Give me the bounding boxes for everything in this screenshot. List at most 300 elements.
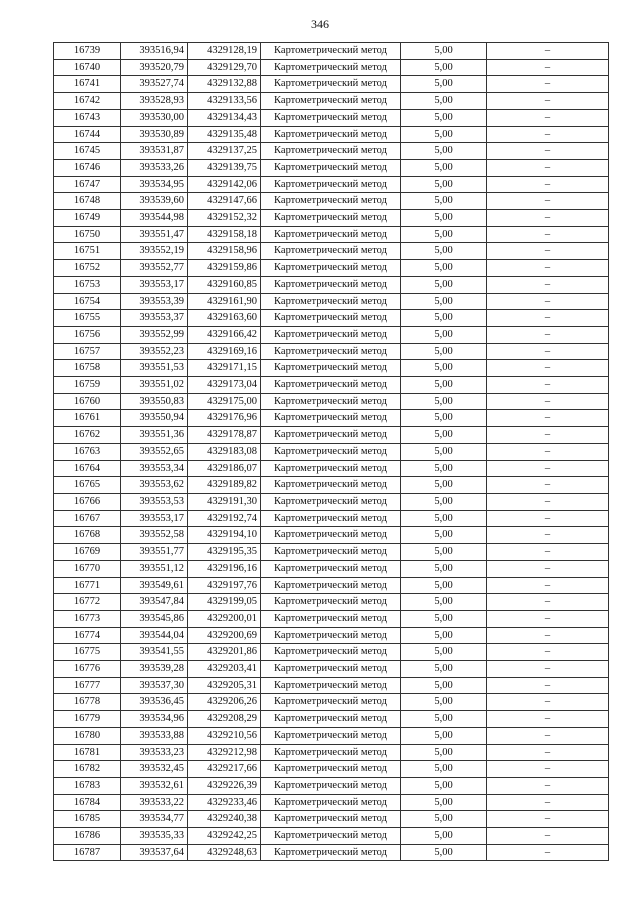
x-coordinate-cell: 393553,17 xyxy=(121,276,188,293)
x-coordinate-cell: 393551,47 xyxy=(121,226,188,243)
x-coordinate-cell: 393535,33 xyxy=(121,828,188,845)
description-cell: – xyxy=(487,727,609,744)
accuracy-cell: 5,00 xyxy=(401,377,487,394)
x-coordinate-cell: 393520,79 xyxy=(121,59,188,76)
point-number-cell: 16766 xyxy=(54,493,121,510)
x-coordinate-cell: 393547,84 xyxy=(121,594,188,611)
method-cell: Картометрический метод xyxy=(261,43,401,60)
y-coordinate-cell: 4329133,56 xyxy=(188,93,261,110)
method-cell: Картометрический метод xyxy=(261,226,401,243)
point-number-cell: 16772 xyxy=(54,594,121,611)
accuracy-cell: 5,00 xyxy=(401,677,487,694)
y-coordinate-cell: 4329175,00 xyxy=(188,393,261,410)
table-row xyxy=(54,493,609,510)
point-number-cell: 16754 xyxy=(54,293,121,310)
description-cell: – xyxy=(487,627,609,644)
y-coordinate-cell: 4329217,66 xyxy=(188,761,261,778)
description-cell: – xyxy=(487,711,609,728)
accuracy-cell: 5,00 xyxy=(401,694,487,711)
point-number-cell: 16785 xyxy=(54,811,121,828)
method-cell: Картометрический метод xyxy=(261,794,401,811)
point-number-cell: 16740 xyxy=(54,59,121,76)
description-cell: – xyxy=(487,310,609,327)
table-row xyxy=(54,43,609,60)
x-coordinate-cell: 393545,86 xyxy=(121,610,188,627)
method-cell: Картометрический метод xyxy=(261,544,401,561)
accuracy-cell: 5,00 xyxy=(401,610,487,627)
x-coordinate-cell: 393551,02 xyxy=(121,377,188,394)
table-row xyxy=(54,243,609,260)
accuracy-cell: 5,00 xyxy=(401,844,487,861)
description-cell: – xyxy=(487,226,609,243)
y-coordinate-cell: 4329171,15 xyxy=(188,360,261,377)
y-coordinate-cell: 4329159,86 xyxy=(188,260,261,277)
accuracy-cell: 5,00 xyxy=(401,310,487,327)
accuracy-cell: 5,00 xyxy=(401,744,487,761)
description-cell: – xyxy=(487,343,609,360)
y-coordinate-cell: 4329139,75 xyxy=(188,159,261,176)
description-cell: – xyxy=(487,427,609,444)
description-cell: – xyxy=(487,360,609,377)
y-coordinate-cell: 4329206,26 xyxy=(188,694,261,711)
point-number-cell: 16776 xyxy=(54,661,121,678)
accuracy-cell: 5,00 xyxy=(401,293,487,310)
accuracy-cell: 5,00 xyxy=(401,594,487,611)
y-coordinate-cell: 4329178,87 xyxy=(188,427,261,444)
table-row xyxy=(54,276,609,293)
point-number-cell: 16786 xyxy=(54,828,121,845)
x-coordinate-cell: 393552,99 xyxy=(121,326,188,343)
accuracy-cell: 5,00 xyxy=(401,711,487,728)
accuracy-cell: 5,00 xyxy=(401,761,487,778)
accuracy-cell: 5,00 xyxy=(401,811,487,828)
x-coordinate-cell: 393516,94 xyxy=(121,43,188,60)
table-row xyxy=(54,711,609,728)
table-row xyxy=(54,677,609,694)
table-row xyxy=(54,360,609,377)
table-row xyxy=(54,844,609,861)
accuracy-cell: 5,00 xyxy=(401,93,487,110)
y-coordinate-cell: 4329192,74 xyxy=(188,510,261,527)
point-number-cell: 16777 xyxy=(54,677,121,694)
method-cell: Картометрический метод xyxy=(261,711,401,728)
description-cell: – xyxy=(487,594,609,611)
description-cell: – xyxy=(487,577,609,594)
accuracy-cell: 5,00 xyxy=(401,427,487,444)
method-cell: Картометрический метод xyxy=(261,694,401,711)
accuracy-cell: 5,00 xyxy=(401,109,487,126)
point-number-cell: 16768 xyxy=(54,527,121,544)
accuracy-cell: 5,00 xyxy=(401,410,487,427)
table-row xyxy=(54,560,609,577)
y-coordinate-cell: 4329176,96 xyxy=(188,410,261,427)
method-cell: Картометрический метод xyxy=(261,410,401,427)
table-row xyxy=(54,193,609,210)
table-row xyxy=(54,410,609,427)
point-number-cell: 16764 xyxy=(54,460,121,477)
x-coordinate-cell: 393539,28 xyxy=(121,661,188,678)
point-number-cell: 16748 xyxy=(54,193,121,210)
y-coordinate-cell: 4329200,69 xyxy=(188,627,261,644)
point-number-cell: 16784 xyxy=(54,794,121,811)
description-cell: – xyxy=(487,393,609,410)
method-cell: Картометрический метод xyxy=(261,560,401,577)
y-coordinate-cell: 4329166,42 xyxy=(188,326,261,343)
table-row xyxy=(54,610,609,627)
method-cell: Картометрический метод xyxy=(261,377,401,394)
method-cell: Картометрический метод xyxy=(261,276,401,293)
y-coordinate-cell: 4329191,30 xyxy=(188,493,261,510)
point-number-cell: 16773 xyxy=(54,610,121,627)
accuracy-cell: 5,00 xyxy=(401,527,487,544)
point-number-cell: 16741 xyxy=(54,76,121,93)
accuracy-cell: 5,00 xyxy=(401,443,487,460)
accuracy-cell: 5,00 xyxy=(401,828,487,845)
x-coordinate-cell: 393550,83 xyxy=(121,393,188,410)
x-coordinate-cell: 393534,96 xyxy=(121,711,188,728)
y-coordinate-cell: 4329173,04 xyxy=(188,377,261,394)
y-coordinate-cell: 4329248,63 xyxy=(188,844,261,861)
point-number-cell: 16762 xyxy=(54,427,121,444)
point-number-cell: 16761 xyxy=(54,410,121,427)
point-number-cell: 16745 xyxy=(54,143,121,160)
table-row xyxy=(54,343,609,360)
method-cell: Картометрический метод xyxy=(261,661,401,678)
point-number-cell: 16759 xyxy=(54,377,121,394)
y-coordinate-cell: 4329134,43 xyxy=(188,109,261,126)
description-cell: – xyxy=(487,560,609,577)
method-cell: Картометрический метод xyxy=(261,109,401,126)
x-coordinate-cell: 393533,23 xyxy=(121,744,188,761)
table-row xyxy=(54,143,609,160)
table-row xyxy=(54,93,609,110)
table-row xyxy=(54,210,609,227)
method-cell: Картометрический метод xyxy=(261,393,401,410)
point-number-cell: 16739 xyxy=(54,43,121,60)
point-number-cell: 16774 xyxy=(54,627,121,644)
point-number-cell: 16771 xyxy=(54,577,121,594)
y-coordinate-cell: 4329169,16 xyxy=(188,343,261,360)
accuracy-cell: 5,00 xyxy=(401,777,487,794)
method-cell: Картометрический метод xyxy=(261,460,401,477)
table-row xyxy=(54,544,609,561)
y-coordinate-cell: 4329208,29 xyxy=(188,711,261,728)
description-cell: – xyxy=(487,143,609,160)
x-coordinate-cell: 393530,00 xyxy=(121,109,188,126)
x-coordinate-cell: 393536,45 xyxy=(121,694,188,711)
point-number-cell: 16781 xyxy=(54,744,121,761)
method-cell: Картометрический метод xyxy=(261,176,401,193)
accuracy-cell: 5,00 xyxy=(401,126,487,143)
description-cell: – xyxy=(487,661,609,678)
table-row xyxy=(54,126,609,143)
description-cell: – xyxy=(487,777,609,794)
point-number-cell: 16779 xyxy=(54,711,121,728)
table-row xyxy=(54,777,609,794)
y-coordinate-cell: 4329197,76 xyxy=(188,577,261,594)
method-cell: Картометрический метод xyxy=(261,761,401,778)
y-coordinate-cell: 4329158,96 xyxy=(188,243,261,260)
method-cell: Картометрический метод xyxy=(261,443,401,460)
x-coordinate-cell: 393534,77 xyxy=(121,811,188,828)
x-coordinate-cell: 393549,61 xyxy=(121,577,188,594)
method-cell: Картометрический метод xyxy=(261,210,401,227)
y-coordinate-cell: 4329137,25 xyxy=(188,143,261,160)
table-row xyxy=(54,226,609,243)
accuracy-cell: 5,00 xyxy=(401,226,487,243)
description-cell: – xyxy=(487,377,609,394)
x-coordinate-cell: 393539,60 xyxy=(121,193,188,210)
description-cell: – xyxy=(487,443,609,460)
table-row xyxy=(54,761,609,778)
y-coordinate-cell: 4329242,25 xyxy=(188,828,261,845)
description-cell: – xyxy=(487,844,609,861)
point-number-cell: 16778 xyxy=(54,694,121,711)
point-number-cell: 16750 xyxy=(54,226,121,243)
method-cell: Картометрический метод xyxy=(261,777,401,794)
x-coordinate-cell: 393553,37 xyxy=(121,310,188,327)
point-number-cell: 16765 xyxy=(54,477,121,494)
point-number-cell: 16756 xyxy=(54,326,121,343)
method-cell: Картометрический метод xyxy=(261,744,401,761)
method-cell: Картометрический метод xyxy=(261,644,401,661)
description-cell: – xyxy=(487,744,609,761)
x-coordinate-cell: 393533,22 xyxy=(121,794,188,811)
point-number-cell: 16746 xyxy=(54,159,121,176)
accuracy-cell: 5,00 xyxy=(401,510,487,527)
table-row xyxy=(54,727,609,744)
description-cell: – xyxy=(487,477,609,494)
method-cell: Картометрический метод xyxy=(261,811,401,828)
description-cell: – xyxy=(487,260,609,277)
description-cell: – xyxy=(487,193,609,210)
method-cell: Картометрический метод xyxy=(261,360,401,377)
description-cell: – xyxy=(487,109,609,126)
point-number-cell: 16782 xyxy=(54,761,121,778)
point-number-cell: 16769 xyxy=(54,544,121,561)
point-number-cell: 16749 xyxy=(54,210,121,227)
table-row xyxy=(54,393,609,410)
point-number-cell: 16763 xyxy=(54,443,121,460)
description-cell: – xyxy=(487,243,609,260)
description-cell: – xyxy=(487,644,609,661)
table-row xyxy=(54,310,609,327)
method-cell: Картометрический метод xyxy=(261,310,401,327)
point-number-cell: 16760 xyxy=(54,393,121,410)
table-row xyxy=(54,794,609,811)
x-coordinate-cell: 393527,74 xyxy=(121,76,188,93)
point-number-cell: 16783 xyxy=(54,777,121,794)
x-coordinate-cell: 393553,53 xyxy=(121,493,188,510)
accuracy-cell: 5,00 xyxy=(401,260,487,277)
accuracy-cell: 5,00 xyxy=(401,176,487,193)
description-cell: – xyxy=(487,93,609,110)
accuracy-cell: 5,00 xyxy=(401,360,487,377)
description-cell: – xyxy=(487,811,609,828)
x-coordinate-cell: 393544,04 xyxy=(121,627,188,644)
y-coordinate-cell: 4329212,98 xyxy=(188,744,261,761)
table-row xyxy=(54,527,609,544)
method-cell: Картометрический метод xyxy=(261,527,401,544)
y-coordinate-cell: 4329163,60 xyxy=(188,310,261,327)
description-cell: – xyxy=(487,43,609,60)
x-coordinate-cell: 393551,77 xyxy=(121,544,188,561)
table-row xyxy=(54,477,609,494)
accuracy-cell: 5,00 xyxy=(401,326,487,343)
accuracy-cell: 5,00 xyxy=(401,43,487,60)
table-row xyxy=(54,109,609,126)
point-number-cell: 16747 xyxy=(54,176,121,193)
y-coordinate-cell: 4329183,08 xyxy=(188,443,261,460)
method-cell: Картометрический метод xyxy=(261,577,401,594)
accuracy-cell: 5,00 xyxy=(401,159,487,176)
table-row xyxy=(54,661,609,678)
point-number-cell: 16753 xyxy=(54,276,121,293)
accuracy-cell: 5,00 xyxy=(401,577,487,594)
x-coordinate-cell: 393537,30 xyxy=(121,677,188,694)
table-row xyxy=(54,427,609,444)
description-cell: – xyxy=(487,610,609,627)
table-row xyxy=(54,460,609,477)
table-row xyxy=(54,828,609,845)
table-row xyxy=(54,594,609,611)
y-coordinate-cell: 4329203,41 xyxy=(188,661,261,678)
description-cell: – xyxy=(487,410,609,427)
x-coordinate-cell: 393553,34 xyxy=(121,460,188,477)
x-coordinate-cell: 393532,45 xyxy=(121,761,188,778)
table-row xyxy=(54,176,609,193)
point-number-cell: 16743 xyxy=(54,109,121,126)
accuracy-cell: 5,00 xyxy=(401,727,487,744)
x-coordinate-cell: 393552,77 xyxy=(121,260,188,277)
x-coordinate-cell: 393530,89 xyxy=(121,126,188,143)
y-coordinate-cell: 4329186,07 xyxy=(188,460,261,477)
x-coordinate-cell: 393552,19 xyxy=(121,243,188,260)
accuracy-cell: 5,00 xyxy=(401,210,487,227)
accuracy-cell: 5,00 xyxy=(401,644,487,661)
method-cell: Картометрический метод xyxy=(261,76,401,93)
description-cell: – xyxy=(487,493,609,510)
point-number-cell: 16751 xyxy=(54,243,121,260)
x-coordinate-cell: 393544,98 xyxy=(121,210,188,227)
x-coordinate-cell: 393541,55 xyxy=(121,644,188,661)
table-row xyxy=(54,260,609,277)
y-coordinate-cell: 4329147,66 xyxy=(188,193,261,210)
method-cell: Картометрический метод xyxy=(261,727,401,744)
y-coordinate-cell: 4329132,88 xyxy=(188,76,261,93)
description-cell: – xyxy=(487,59,609,76)
method-cell: Картометрический метод xyxy=(261,59,401,76)
y-coordinate-cell: 4329194,10 xyxy=(188,527,261,544)
accuracy-cell: 5,00 xyxy=(401,276,487,293)
y-coordinate-cell: 4329158,18 xyxy=(188,226,261,243)
description-cell: – xyxy=(487,527,609,544)
y-coordinate-cell: 4329233,46 xyxy=(188,794,261,811)
x-coordinate-cell: 393534,95 xyxy=(121,176,188,193)
point-number-cell: 16767 xyxy=(54,510,121,527)
x-coordinate-cell: 393551,53 xyxy=(121,360,188,377)
method-cell: Картометрический метод xyxy=(261,293,401,310)
method-cell: Картометрический метод xyxy=(261,844,401,861)
description-cell: – xyxy=(487,159,609,176)
point-number-cell: 16787 xyxy=(54,844,121,861)
x-coordinate-cell: 393553,39 xyxy=(121,293,188,310)
table-row xyxy=(54,627,609,644)
point-number-cell: 16775 xyxy=(54,644,121,661)
x-coordinate-cell: 393531,87 xyxy=(121,143,188,160)
method-cell: Картометрический метод xyxy=(261,627,401,644)
description-cell: – xyxy=(487,510,609,527)
method-cell: Картометрический метод xyxy=(261,126,401,143)
method-cell: Картометрический метод xyxy=(261,193,401,210)
method-cell: Картометрический метод xyxy=(261,143,401,160)
y-coordinate-cell: 4329189,82 xyxy=(188,477,261,494)
table-row xyxy=(54,159,609,176)
y-coordinate-cell: 4329210,56 xyxy=(188,727,261,744)
description-cell: – xyxy=(487,276,609,293)
x-coordinate-cell: 393551,12 xyxy=(121,560,188,577)
point-number-cell: 16755 xyxy=(54,310,121,327)
y-coordinate-cell: 4329240,38 xyxy=(188,811,261,828)
method-cell: Картометрический метод xyxy=(261,477,401,494)
description-cell: – xyxy=(487,544,609,561)
method-cell: Картометрический метод xyxy=(261,677,401,694)
description-cell: – xyxy=(487,176,609,193)
description-cell: – xyxy=(487,761,609,778)
accuracy-cell: 5,00 xyxy=(401,477,487,494)
accuracy-cell: 5,00 xyxy=(401,627,487,644)
x-coordinate-cell: 393550,94 xyxy=(121,410,188,427)
accuracy-cell: 5,00 xyxy=(401,794,487,811)
description-cell: – xyxy=(487,794,609,811)
method-cell: Картометрический метод xyxy=(261,594,401,611)
table-row xyxy=(54,744,609,761)
accuracy-cell: 5,00 xyxy=(401,243,487,260)
accuracy-cell: 5,00 xyxy=(401,560,487,577)
point-number-cell: 16770 xyxy=(54,560,121,577)
y-coordinate-cell: 4329160,85 xyxy=(188,276,261,293)
method-cell: Картометрический метод xyxy=(261,828,401,845)
table-row xyxy=(54,59,609,76)
y-coordinate-cell: 4329152,32 xyxy=(188,210,261,227)
y-coordinate-cell: 4329161,90 xyxy=(188,293,261,310)
method-cell: Картометрический метод xyxy=(261,343,401,360)
description-cell: – xyxy=(487,460,609,477)
description-cell: – xyxy=(487,828,609,845)
description-cell: – xyxy=(487,126,609,143)
method-cell: Картометрический метод xyxy=(261,610,401,627)
table-row xyxy=(54,377,609,394)
table-row xyxy=(54,644,609,661)
method-cell: Картометрический метод xyxy=(261,326,401,343)
table-row xyxy=(54,443,609,460)
x-coordinate-cell: 393528,93 xyxy=(121,93,188,110)
x-coordinate-cell: 393553,62 xyxy=(121,477,188,494)
accuracy-cell: 5,00 xyxy=(401,343,487,360)
description-cell: – xyxy=(487,293,609,310)
accuracy-cell: 5,00 xyxy=(401,544,487,561)
table-row xyxy=(54,811,609,828)
y-coordinate-cell: 4329195,35 xyxy=(188,544,261,561)
x-coordinate-cell: 393552,23 xyxy=(121,343,188,360)
method-cell: Картометрический метод xyxy=(261,260,401,277)
y-coordinate-cell: 4329199,05 xyxy=(188,594,261,611)
coordinates-table xyxy=(53,42,609,861)
x-coordinate-cell: 393553,17 xyxy=(121,510,188,527)
point-number-cell: 16752 xyxy=(54,260,121,277)
table-row xyxy=(54,293,609,310)
y-coordinate-cell: 4329142,06 xyxy=(188,176,261,193)
